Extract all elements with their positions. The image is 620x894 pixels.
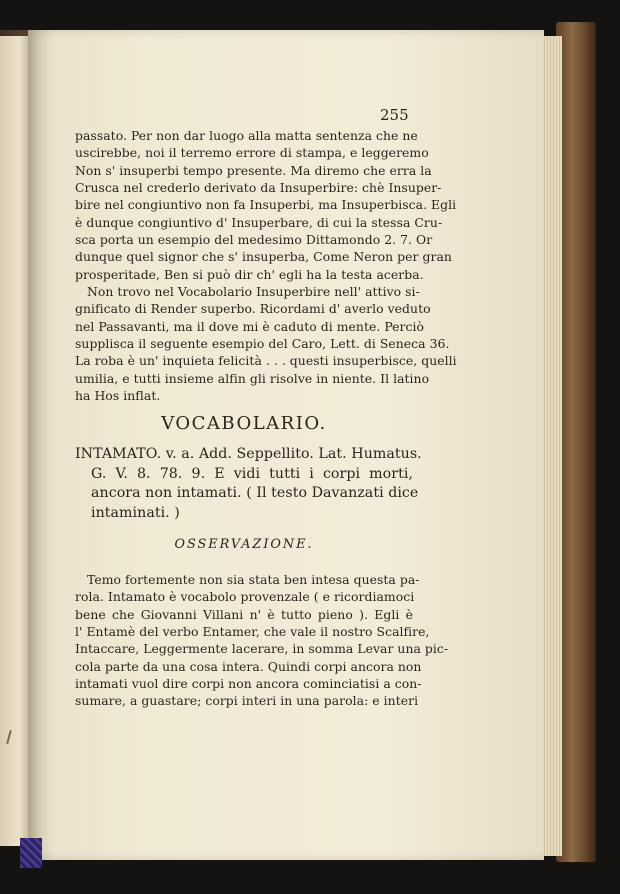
text-line: Temo fortemente non sia stata ben intesa questa pa- (87, 572, 420, 587)
text-line: cola parte da una cosa intera. Quindi corpi ancora non (75, 658, 422, 674)
text-line: gnificato di Render superbo. Ricordami d' averlo veduto (75, 301, 431, 317)
text-line: Intaccare, Leggermente lacerare, in somma Levar una pic- (75, 641, 449, 657)
text-line: ha Hos inflat. (75, 388, 161, 404)
paragraph-insuperbire (75, 127, 457, 283)
text-line: sumare, a guastare; corpi interi in una parola: e interi (75, 693, 419, 709)
bookmark-ribbon (20, 838, 42, 868)
text-line: bene che Giovanni Villani n' è tutto pieno ). Egli è (75, 606, 413, 622)
observation-heading: OSSERVAZIONE. (174, 537, 314, 552)
text-line: La roba è un' inquieta felicità . . . questi insuperbisce, quelli (75, 353, 457, 369)
text-line: prosperitade, Ben si può dir ch' egli ha la testa acerba. (75, 266, 424, 282)
page-number: 255 (380, 106, 409, 124)
text-line: nel Passavanti, ma il dove mi è caduto di mente. Perciò (75, 318, 425, 334)
text-line: Non s' insuperbi tempo presente. Ma diremo che erra la (75, 162, 432, 178)
text-line: supplisca il seguente esempio del Caro, Lett. di Seneca 36. (75, 336, 450, 352)
text-line: Crusca nel crederlo derivato da Insuperbire: chè Insuper- (75, 180, 442, 196)
text-line: è dunque congiuntivo d' Insuperbare, di cui la stessa Cru- (75, 214, 443, 230)
text-line: passato. Per non dar luogo alla matta sentenza che ne (75, 128, 418, 143)
text-line: dunque quel signor che s' insuperba, Come Neron per gran (75, 249, 452, 265)
text-line: uscirebbe, noi il terremo errore di stampa, e leggeremo (75, 145, 429, 161)
right-cover (556, 22, 596, 862)
text-line: l' Entamè del verbo Entamer, che vale il nostro Scalfire, (75, 624, 430, 640)
text-line: bire nel congiuntivo non fa Insuperbi, ma Insuperbisca. Egli (75, 197, 457, 213)
section-heading: VOCABOLARIO. (161, 413, 327, 434)
text-line: sca porta un esempio del medesimo Dittamondo 2. 7. Or (75, 232, 433, 248)
dictionary-entry (75, 445, 422, 523)
text-line: umilia, e tutti insieme alfin gli risolve in niente. Il latino (75, 370, 430, 386)
entry-line: intaminati. ) (91, 504, 180, 521)
text-line: intamati vuol dire corpi non ancora cominciatisi a con- (75, 676, 422, 692)
entry-line: INTAMATO. v. a. Add. Seppellito. Lat. Humatus. (75, 446, 422, 462)
paragraph-observation (75, 571, 449, 710)
paragraph-render-superbo (75, 283, 457, 404)
entry-line: ancora non intamati. ( Il testo Davanzati dice (91, 485, 419, 501)
text-line: Non trovo nel Vocabolario Insuperbire nell' attivo si- (87, 284, 420, 299)
text-line: rola. Intamato è vocabolo provenzale ( e ricordiamoci (75, 589, 415, 605)
entry-line: G. V. 8. 78. 9. E vidi tutti i corpi morti, (91, 465, 413, 482)
